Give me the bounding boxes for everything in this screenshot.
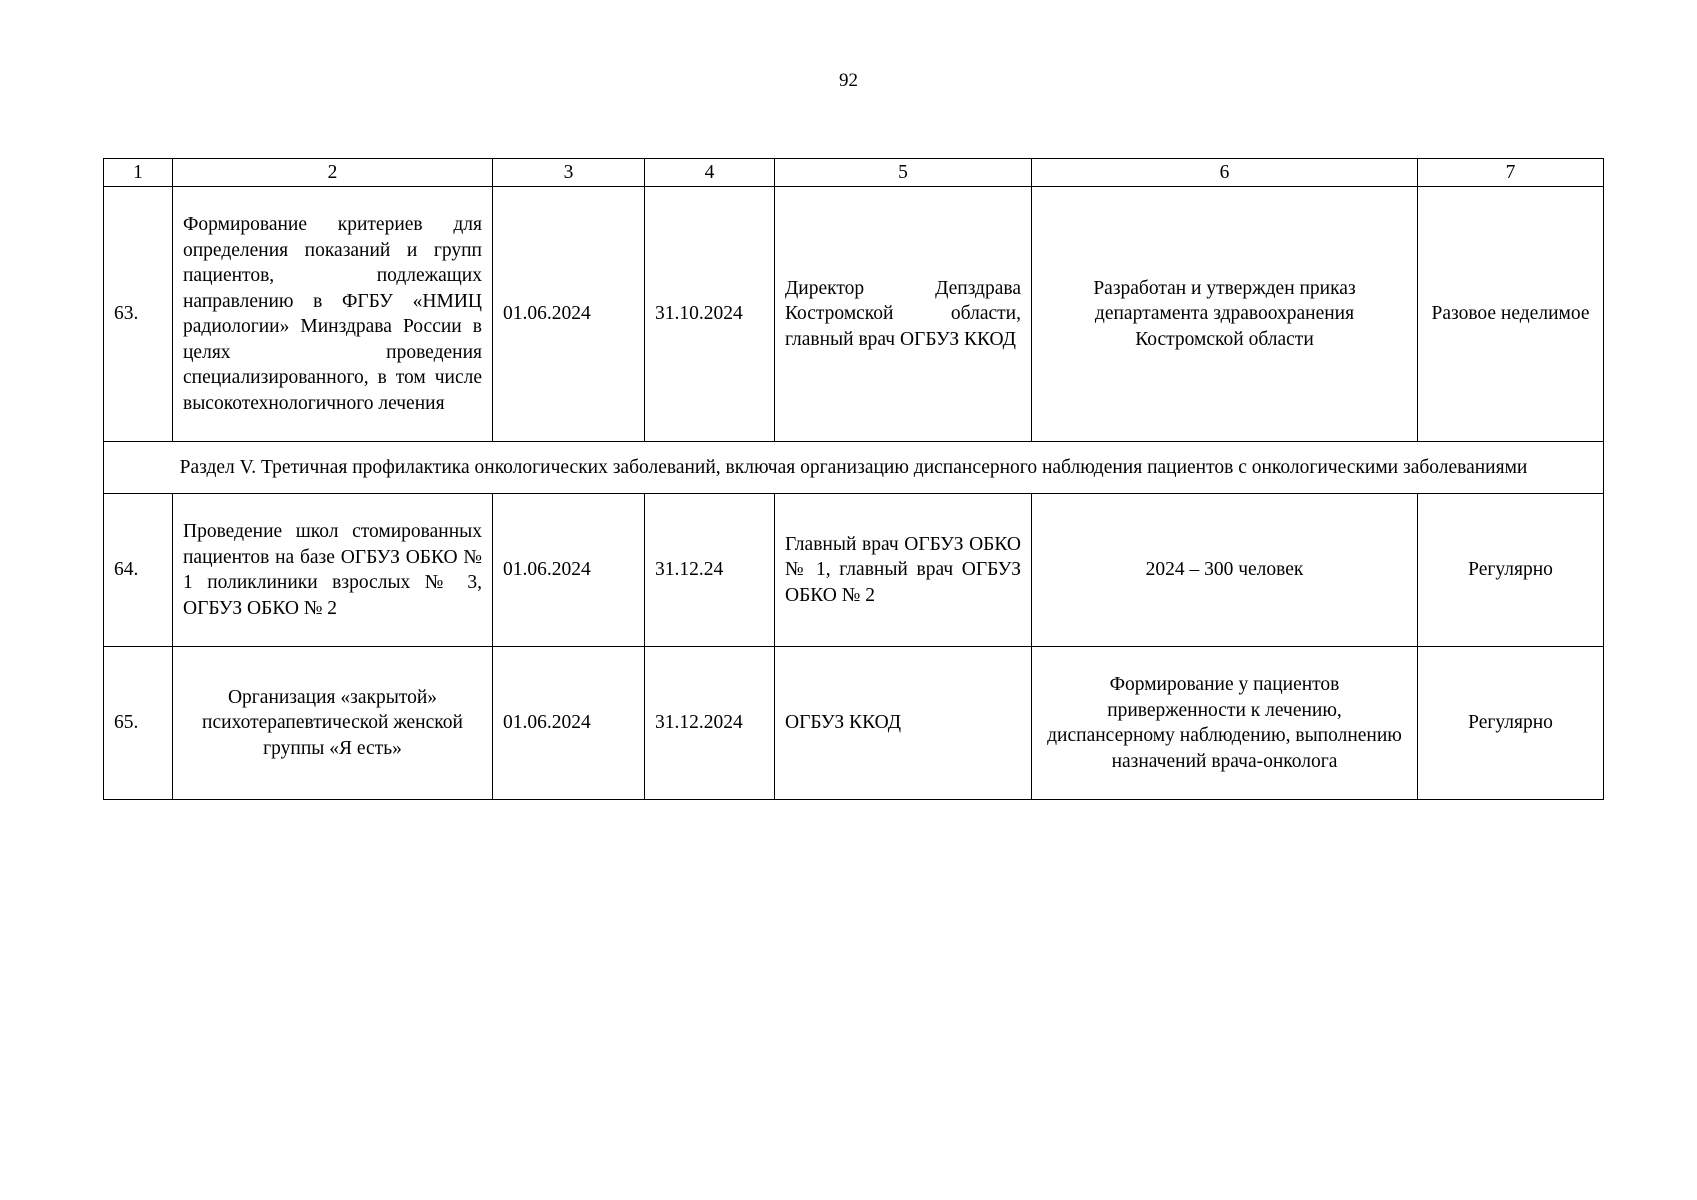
end-date-cell: 31.10.2024 bbox=[645, 187, 775, 442]
responsible-cell: Директор Депздрава Костромской области, главный врач ОГБУЗ ККОД bbox=[775, 187, 1032, 442]
table-row bbox=[104, 647, 1604, 800]
action-cell: Формирование критериев для определения показаний и групп пациентов, подлежащих направлению в ФГБУ «НМИЦ радиологии» Минздрава России в целях проведения специализированного, в том числе высокотехнологичного лечения bbox=[173, 187, 493, 442]
start-date-cell: 01.06.2024 bbox=[493, 647, 645, 800]
column-header: 3 bbox=[493, 159, 645, 187]
column-header: 7 bbox=[1418, 159, 1604, 187]
column-header: 1 bbox=[104, 159, 173, 187]
page-number: 92 bbox=[839, 70, 858, 91]
result-cell: Формирование у пациентов приверженности к лечению, диспансерному наблюдению, выполнению назначений врача-онколога bbox=[1032, 647, 1418, 800]
column-header: 2 bbox=[173, 159, 493, 187]
responsible-cell: ОГБУЗ ККОД bbox=[775, 647, 1032, 800]
column-number-header-row bbox=[104, 159, 1604, 187]
row-number: 65. bbox=[104, 647, 173, 800]
table-row bbox=[104, 187, 1604, 442]
column-header: 6 bbox=[1032, 159, 1418, 187]
result-cell: Разработан и утвержден приказ департамента здравоохранения Костромской области bbox=[1032, 187, 1418, 442]
responsible-cell: Главный врач ОГБУЗ ОБКО № 1, главный врач ОГБУЗ ОБКО № 2 bbox=[775, 494, 1032, 647]
section-title: Раздел V. Третичная профилактика онкологических заболеваний, включая организацию диспансерного наблюдения пациентов с онкологическими заболеваниями bbox=[104, 442, 1604, 494]
end-date-cell: 31.12.2024 bbox=[645, 647, 775, 800]
row-number: 63. bbox=[104, 187, 173, 442]
activity-plan-table bbox=[103, 158, 1604, 800]
table-row bbox=[104, 494, 1604, 647]
row-number: 64. bbox=[104, 494, 173, 647]
type-cell: Регулярно bbox=[1418, 494, 1604, 647]
type-cell: Регулярно bbox=[1418, 647, 1604, 800]
action-cell: Организация «закрытой» психотерапевтической женской группы «Я есть» bbox=[173, 647, 493, 800]
type-cell: Разовое неделимое bbox=[1418, 187, 1604, 442]
end-date-cell: 31.12.24 bbox=[645, 494, 775, 647]
result-cell: 2024 – 300 человек bbox=[1032, 494, 1418, 647]
start-date-cell: 01.06.2024 bbox=[493, 187, 645, 442]
section-header-row bbox=[104, 442, 1604, 494]
start-date-cell: 01.06.2024 bbox=[493, 494, 645, 647]
column-header: 5 bbox=[775, 159, 1032, 187]
action-cell: Проведение школ стомированных пациентов на базе ОГБУЗ ОБКО № 1 поликлиники взрослых № 3, ОГБУЗ ОБКО № 2 bbox=[173, 494, 493, 647]
column-header: 4 bbox=[645, 159, 775, 187]
